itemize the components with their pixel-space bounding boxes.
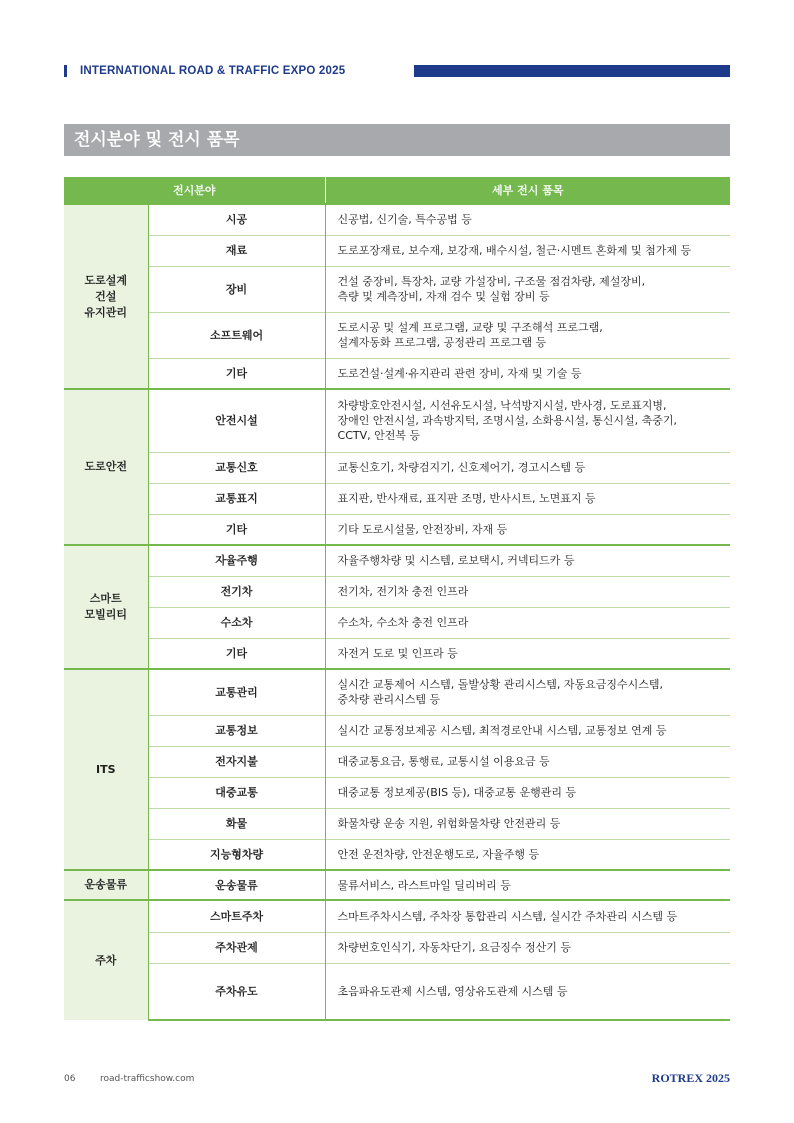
subcategory-cell: 스마트주차	[148, 900, 325, 932]
category-cell: ITS	[64, 669, 148, 870]
footer-url: road-trafficshow.com	[100, 1074, 195, 1084]
table-row	[64, 483, 730, 514]
table-row	[64, 514, 730, 545]
subcategory-cell: 안전시설	[148, 389, 325, 452]
items-cell: 건설 중장비, 특장차, 교량 가설장비, 구조물 점검차량, 제설장비, 측량 및 계측장비, 자재 검수 및 실험 장비 등	[325, 266, 730, 312]
items-cell: 교통신호기, 차량검지기, 신호제어기, 경고시스템 등	[325, 452, 730, 483]
subcategory-cell: 주차관제	[148, 932, 325, 963]
items-cell: 도로포장재료, 보수재, 보강재, 배수시설, 철근·시멘트 혼화제 및 첨가제 등	[325, 235, 730, 266]
header-accent-mark	[64, 65, 67, 77]
items-cell: 화물차량 운송 지원, 위험화물차량 안전관리 등	[325, 808, 730, 839]
page-header	[64, 64, 730, 78]
items-cell: 자전거 도로 및 인프라 등	[325, 638, 730, 669]
table-row	[64, 870, 730, 900]
subcategory-cell: 자율주행	[148, 545, 325, 576]
subcategory-cell: 지능형차량	[148, 839, 325, 870]
table-row	[64, 389, 730, 452]
items-cell: 도로시공 및 설계 프로그램, 교량 및 구조해석 프로그램, 설계자동화 프로그램, 공정관리 프로그램 등	[325, 312, 730, 358]
table-row	[64, 932, 730, 963]
category-cell: 도로설계 건설 유지관리	[64, 204, 148, 389]
items-cell: 스마트주차시스템, 주차장 통합관리 시스템, 실시간 주차관리 시스템 등	[325, 900, 730, 932]
table-row	[64, 808, 730, 839]
items-cell: 기타 도로시설물, 안전장비, 자재 등	[325, 514, 730, 545]
category-cell: 도로안전	[64, 389, 148, 545]
subcategory-cell: 교통관리	[148, 669, 325, 715]
table-row	[64, 669, 730, 715]
items-cell: 자율주행차량 및 시스템, 로보택시, 커넥티드카 등	[325, 545, 730, 576]
category-cell: 운송물류	[64, 870, 148, 900]
table-row	[64, 204, 730, 235]
table-row	[64, 235, 730, 266]
items-cell: 실시간 교통정보제공 시스템, 최적경로안내 시스템, 교통정보 연계 등	[325, 715, 730, 746]
subcategory-cell: 대중교통	[148, 777, 325, 808]
header-field: 전시분야	[64, 177, 325, 204]
header-items: 세부 전시 품목	[325, 177, 730, 204]
items-cell: 차량방호안전시설, 시선유도시설, 낙석방지시설, 반사경, 도로표지병, 장애인 안전시설, 과속방지턱, 조명시설, 소화용시설, 통신시설, 축중기, CCTV, 안전복 등	[325, 389, 730, 452]
subcategory-cell: 전기차	[148, 576, 325, 607]
subcategory-cell: 화물	[148, 808, 325, 839]
category-cell: 주차	[64, 900, 148, 1020]
subcategory-cell: 교통표지	[148, 483, 325, 514]
table-row	[64, 638, 730, 669]
table-row	[64, 746, 730, 777]
items-cell: 전기차, 전기차 충전 인프라	[325, 576, 730, 607]
table-row	[64, 312, 730, 358]
subcategory-cell: 수소차	[148, 607, 325, 638]
subcategory-cell: 운송물류	[148, 870, 325, 900]
exhibition-table	[64, 177, 730, 1021]
items-cell: 대중교통요금, 통행료, 교통시설 이용요금 등	[325, 746, 730, 777]
table-row	[64, 576, 730, 607]
table-row	[64, 963, 730, 1020]
items-cell: 도로건설·설계·유지관리 관련 장비, 자재 및 기술 등	[325, 358, 730, 389]
items-cell: 초음파유도관제 시스템, 영상유도관제 시스템 등	[325, 963, 730, 1020]
table-row	[64, 839, 730, 870]
items-cell: 대중교통 정보제공(BIS 등), 대중교통 운행관리 등	[325, 777, 730, 808]
items-cell: 실시간 교통제어 시스템, 돌발상황 관리시스템, 자동요금징수시스템, 중차량 관리시스템 등	[325, 669, 730, 715]
subcategory-cell: 재료	[148, 235, 325, 266]
table-row	[64, 607, 730, 638]
subcategory-cell: 주차유도	[148, 963, 325, 1020]
page-number: 06	[64, 1074, 76, 1084]
subcategory-cell: 기타	[148, 514, 325, 545]
table-header-row	[64, 177, 730, 204]
subcategory-cell: 기타	[148, 358, 325, 389]
table-body	[64, 204, 730, 1020]
subcategory-cell: 시공	[148, 204, 325, 235]
subcategory-cell: 교통신호	[148, 452, 325, 483]
table-row	[64, 266, 730, 312]
subcategory-cell: 교통정보	[148, 715, 325, 746]
items-cell: 표지판, 반사재료, 표지판 조명, 반사시트, 노면표지 등	[325, 483, 730, 514]
items-cell: 물류서비스, 라스트마일 딜리버리 등	[325, 870, 730, 900]
subcategory-cell: 전자지불	[148, 746, 325, 777]
table-row	[64, 900, 730, 932]
items-cell: 수소차, 수소차 충전 인프라	[325, 607, 730, 638]
subcategory-cell: 소프트웨어	[148, 312, 325, 358]
header-title: INTERNATIONAL ROAD & TRAFFIC EXPO 2025	[80, 65, 346, 77]
table-row	[64, 545, 730, 576]
rotrex-logo: ROTREX 2025	[651, 1071, 730, 1085]
items-cell: 신공법, 신기술, 특수공법 등	[325, 204, 730, 235]
items-cell: 차량번호인식기, 자동차단기, 요금징수 정산기 등	[325, 932, 730, 963]
table-row	[64, 715, 730, 746]
table-row	[64, 777, 730, 808]
table-row	[64, 452, 730, 483]
subcategory-cell: 기타	[148, 638, 325, 669]
header-accent-bar	[414, 65, 730, 77]
items-cell: 안전 운전차량, 안전운행도로, 자율주행 등	[325, 839, 730, 870]
subcategory-cell: 장비	[148, 266, 325, 312]
category-cell: 스마트 모빌리티	[64, 545, 148, 669]
section-title: 전시분야 및 전시 품목	[64, 124, 730, 156]
table-row	[64, 358, 730, 389]
